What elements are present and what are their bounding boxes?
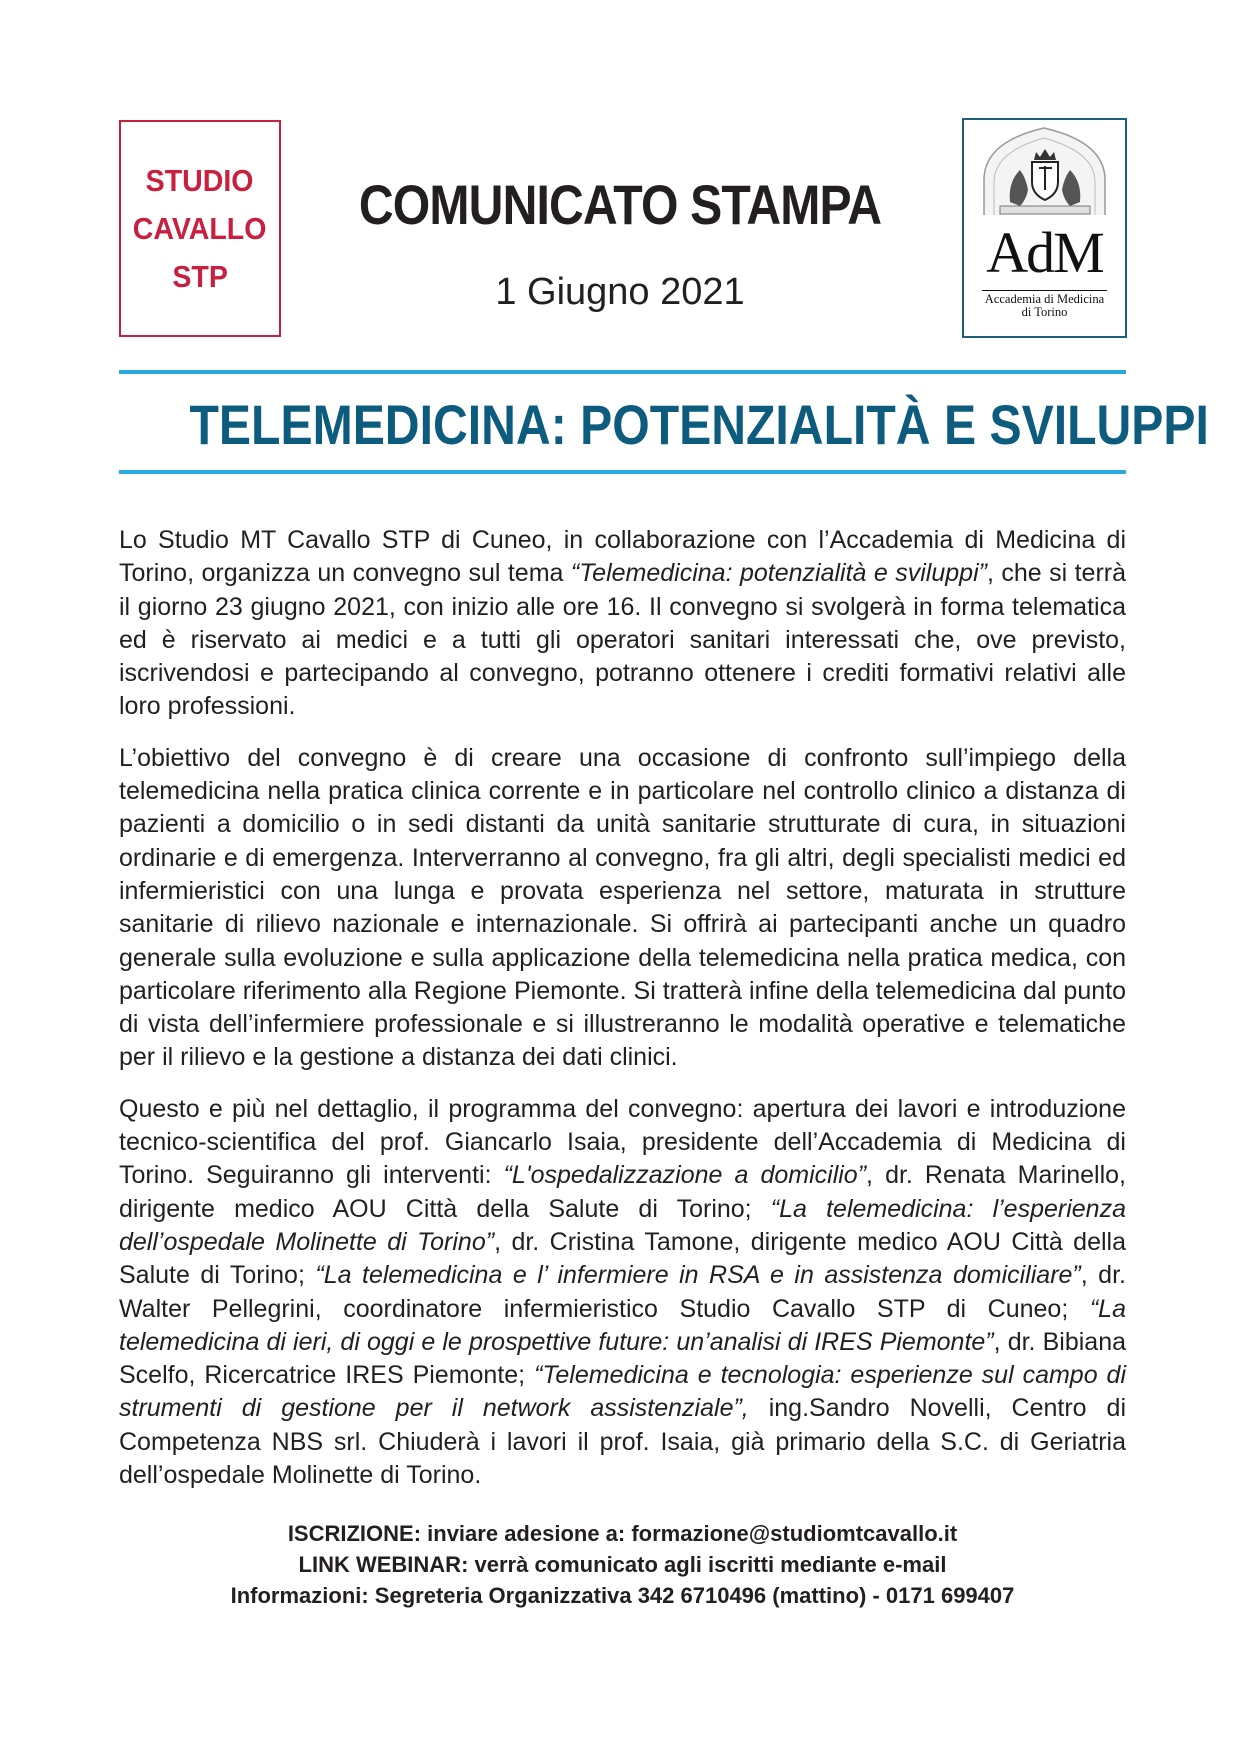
p3-s3: , dr. Cristina Tamone, dirigente medico AOU Città della Salute di Torino; bbox=[119, 1227, 1126, 1290]
p3-talk-5: “Telemedicina e tecnologia: esperienze sul campo di strumenti di gestione per il network assistenziale”, bbox=[119, 1361, 1127, 1423]
title-rule-top bbox=[119, 370, 1126, 374]
main-title: TELEMEDICINA: POTENZIALITÀ E SVILUPPI bbox=[189, 393, 1209, 456]
header-date: 1 Giugno 2021 bbox=[495, 271, 745, 313]
accademia-medicina-logo bbox=[962, 118, 1127, 338]
adm-caption-line-2: di Torino bbox=[1021, 305, 1068, 319]
adm-caption bbox=[982, 290, 1107, 319]
paragraph-3 bbox=[119, 1093, 1126, 1493]
footer-info bbox=[119, 1518, 1126, 1611]
p3-talk-4: “La telemedicina di ieri, di oggi e le prospettive future: un’analisi di IRES Piemonte” bbox=[119, 1294, 1126, 1356]
footer-webinar-link: LINK WEBINAR: verrà comunicato agli iscritti mediante e-mail bbox=[298, 1552, 947, 1577]
paragraph-2: L’obiettivo del convegno è di creare una occasione di confronto sull’impiego della telemedicina nella pratica clinica corrente e in particolare nel controllo clinico a distanza di pazienti a domicilio o in sedi distanti da unità sanitarie strutturate di cura, in situazioni ordinarie e di emergenza. Interverranno al convegno, fra gli altri, degli specialisti medici ed infermieristici con una lunga e provata esperienza nel settore, maturata in strutture sanitarie di rilievo nazionale e internazionale. Si offrirà ai partecipanti anche un quadro generale sulla evoluzione e sulla applicazione della telemedicina nella pratica medica, con particolare riferimento alla Regione Piemonte. Si tratterà infine della telemedicina dal punto di vista dell’infermiere professionale e si illustreranno le modalità operative e telematiche per il rilievo e la gestione a distanza dei dati clinici. bbox=[119, 743, 1126, 1072]
logo-line-2: CAVALLO bbox=[133, 210, 267, 246]
p3-talk-3: “La telemedicina e l’ infermiere in RSA e in assistenza domiciliare” bbox=[315, 1261, 1081, 1290]
logo-line-3: STP bbox=[172, 258, 228, 294]
body-text bbox=[119, 524, 1126, 1510]
header-title: COMUNICATO STAMPA bbox=[358, 173, 882, 236]
footer-registration: ISCRIZIONE: inviare adesione a: formazione@studiomtcavallo.it bbox=[287, 1521, 958, 1546]
p1-text-c: , che si terrà il giorno 23 giugno 2021, con inizio alle ore 16. Il convegno si svolgerà in forma telematica ed è riservato ai medici e a tutti gli operatori sanitari interessati che, ove previsto, iscrivendosi e partecipando al convegno, potranno ottenere i crediti formativi relativi alle loro professioni. bbox=[119, 559, 1126, 721]
p3-s2: , dr. Renata Marinello, dirigente medico AOU Città della Salute di Torino; bbox=[119, 1161, 1126, 1223]
p1-topic: “Telemedicina: potenzialità e sviluppi” bbox=[570, 559, 987, 588]
title-rule-bottom bbox=[119, 470, 1126, 474]
p1-text-a: Lo Studio MT Cavallo STP di Cuneo, in collaborazione con l’Accademia di Medicina di Torino, organizza un convegno sul tema bbox=[119, 526, 1126, 588]
p3-s6: ing.Sandro Novelli, Centro di Competenza NBS srl. Chiuderà i lavori il prof. Isaia, già primario della S.C. di Geriatria dell’ospedale Molinette di Torino. bbox=[119, 1394, 1126, 1490]
adm-caption-line-1: Accademia di Medicina bbox=[984, 292, 1105, 306]
p3-s4: , dr. Walter Pellegrini, coordinatore infermieristico Studio Cavallo STP di Cuneo; bbox=[119, 1261, 1126, 1323]
logo-line-1: STUDIO bbox=[146, 162, 254, 198]
p3-s5: , dr. Bibiana Scelfo, Ricercatrice IRES Piemonte; bbox=[119, 1327, 1126, 1390]
paragraph-1 bbox=[119, 524, 1126, 724]
studio-cavallo-logo bbox=[119, 120, 281, 337]
footer-contacts: Informazioni: Segreteria Organizzativa 342 6710496 (mattino) - 0171 699407 bbox=[230, 1583, 1015, 1608]
adm-letters: AdM bbox=[986, 220, 1103, 285]
p3-talk-2: “La telemedicina: l’esperienza dell’ospedale Molinette di Torino” bbox=[119, 1194, 1126, 1256]
p3-talk-1: “L'ospedalizzazione a domicilio” bbox=[503, 1161, 867, 1190]
p3-s1: Questo e più nel dettaglio, il programma del convegno: apertura dei lavori e introduzione tecnico-scientifica del prof. Giancarlo Isaia, presidente dell’Accademia di Medicina di Torino. Seguiranno gli interventi: bbox=[119, 1094, 1126, 1190]
